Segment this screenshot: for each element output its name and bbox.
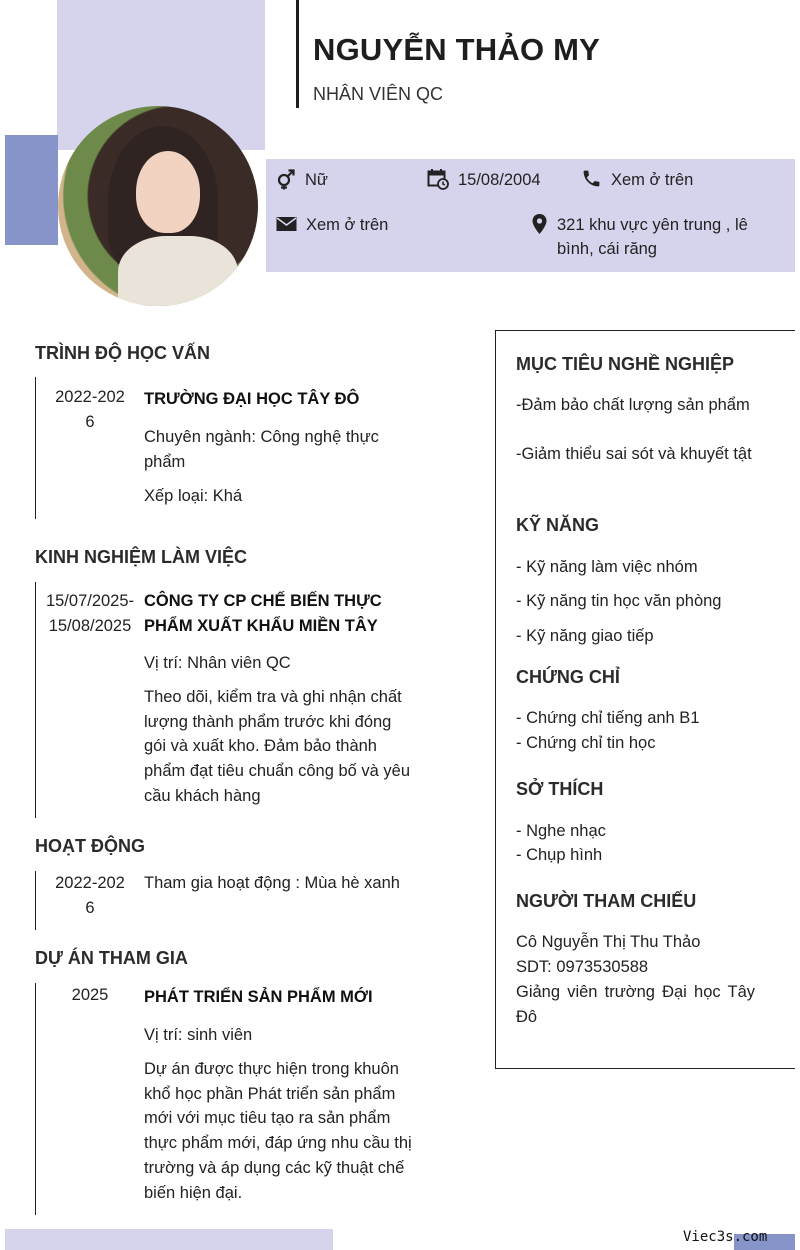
skill-item: - Kỹ năng làm việc nhóm <box>516 558 698 576</box>
skill-item: - Kỹ năng tin học văn phòng <box>516 592 722 610</box>
activities-date: 2022-2026 <box>55 874 125 917</box>
skills-title: KỸ NĂNG <box>516 515 600 535</box>
projects-position: Vị trí: sinh viên <box>144 1026 253 1044</box>
reference-name: Cô Nguyễn Thị Thu Thảo <box>516 933 701 951</box>
phone-info <box>581 168 693 192</box>
certificate-item: - Chứng chỉ tin học <box>516 734 656 752</box>
reference-phone: SDT: 0973530588 <box>516 958 649 976</box>
projects-timeline <box>35 983 36 1215</box>
skill-item: - Kỹ năng giao tiếp <box>516 627 654 645</box>
phone-icon <box>581 168 602 189</box>
address-value: 321 khu vực yên trung , lê bình, cái răng <box>557 216 748 258</box>
education-date: 2022-2026 <box>55 388 125 431</box>
objective-title: MỤC TIÊU NGHỀ NGHIỆP <box>516 354 735 374</box>
footer-decoration-left <box>5 1229 333 1250</box>
projects-description: Dự án được thực hiện trong khuôn khổ học phần Phát triển sản phẩm mới với mục tiêu tạo ra sản phẩm thực phẩm mới, đáp ứng nhu cầu thị trường và áp dụng các kỹ thuật chế biến hiện đại. <box>144 1060 412 1202</box>
email-value: Xem ở trên <box>306 216 389 234</box>
gender-value: Nữ <box>305 171 328 189</box>
hobbies-title: SỞ THÍCH <box>516 779 604 799</box>
email-icon <box>276 213 297 235</box>
experience-timeline <box>35 582 36 818</box>
activities-text: Tham gia hoạt động : Mùa hè xanh <box>144 874 400 892</box>
experience-company: CÔNG TY CP CHẾ BIẾN THỰC PHẨM XUẤT KHẨU MIỀN TÂY <box>144 592 382 635</box>
watermark: Viec3s.com <box>683 1229 768 1245</box>
education-major: Chuyên ngành: Công nghệ thực phẩm <box>144 428 379 471</box>
experience-description: Theo dõi, kiểm tra và ghi nhận chất lượng thành phẩm trước khi đóng gói và xuất kho. Đảm bảo thành phẩm đạt tiêu chuẩn công bố và yêu cầu khách hàng <box>144 688 411 805</box>
calendar-icon <box>427 168 449 190</box>
references-title: NGƯỜI THAM CHIẾU <box>516 891 697 911</box>
education-school: TRƯỜNG ĐẠI HỌC TÂY ĐÔ <box>144 390 360 408</box>
objective-line-1: -Đảm bảo chất lượng sản phẩm <box>516 396 750 414</box>
birthday-value: 15/08/2004 <box>458 171 541 189</box>
gender-icon <box>276 168 296 190</box>
education-title: TRÌNH ĐỘ HỌC VẤN <box>35 343 210 363</box>
name-accent-bar <box>296 0 299 108</box>
profile-photo <box>58 106 258 306</box>
hobby-item: - Nghe nhạc <box>516 822 606 840</box>
certificates-title: CHỨNG CHỈ <box>516 667 620 687</box>
location-icon <box>531 213 548 235</box>
candidate-role: NHÂN VIÊN QC <box>313 84 444 104</box>
projects-date: 2025 <box>71 986 109 1004</box>
experience-position: Vị trí: Nhân viên QC <box>144 654 291 672</box>
projects-name: PHÁT TRIỂN SẢN PHẨM MỚI <box>144 988 373 1006</box>
gender-info <box>276 168 328 192</box>
candidate-name: NGUYỄN THẢO MY <box>313 32 600 67</box>
phone-value: Xem ở trên <box>611 171 694 189</box>
education-grade: Xếp loại: Khá <box>144 487 243 505</box>
hobby-item: - Chụp hình <box>516 846 603 864</box>
side-decoration <box>5 135 58 245</box>
objective-line-2: -Giảm thiểu sai sót và khuyết tật <box>516 445 752 463</box>
activities-title: HOẠT ĐỘNG <box>35 836 145 856</box>
birthday-info <box>427 168 541 192</box>
experience-date: 15/07/2025-15/08/2025 <box>45 592 135 635</box>
projects-title: DỰ ÁN THAM GIA <box>35 948 188 968</box>
experience-title: KINH NGHIỆM LÀM VIỆC <box>35 547 248 567</box>
reference-workplace: Giảng viên trường Đại học Tây Đô <box>516 983 755 1026</box>
address-info <box>531 213 771 261</box>
email-info <box>276 213 388 237</box>
certificate-item: - Chứng chỉ tiếng anh B1 <box>516 709 700 727</box>
